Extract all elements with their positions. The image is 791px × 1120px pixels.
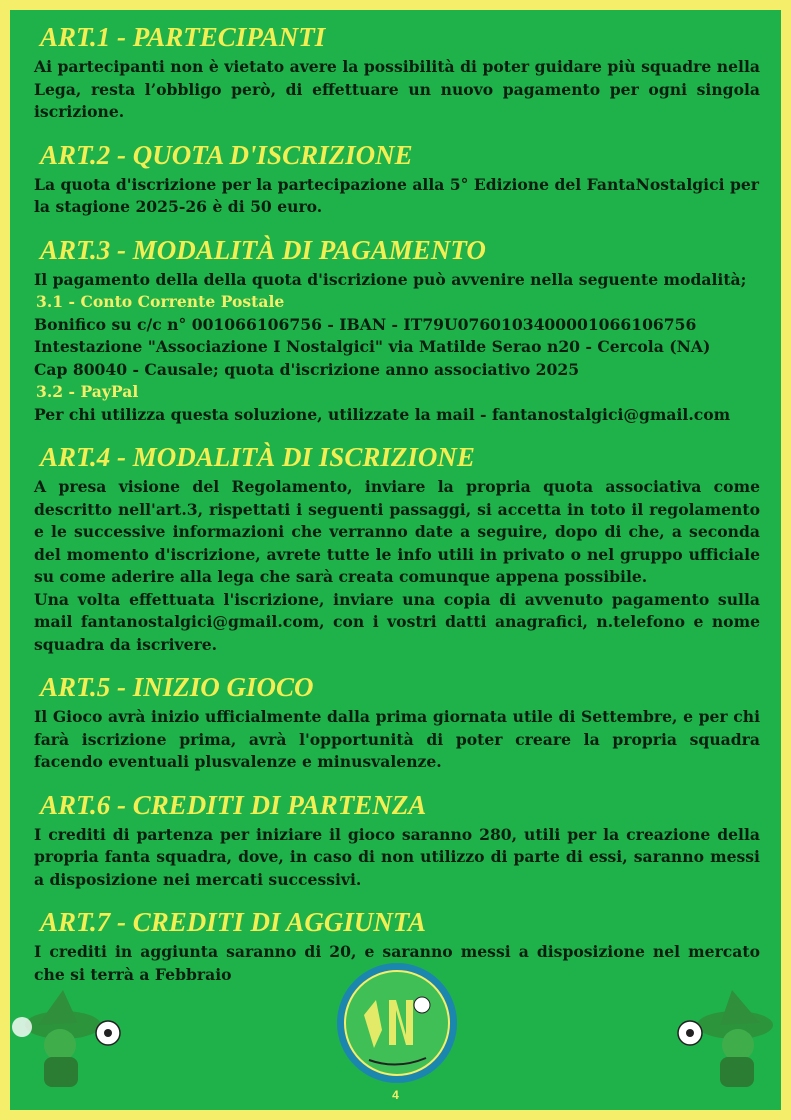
article-1 [34,20,760,124]
payment-line: Intestazione "Associazione I Nostalgici" via Matilde Serao n20 - Cercola (NA) [34,337,711,356]
subsection-title: 3.2 - PayPal [36,382,139,401]
article-paragraph: Ai partecipanti non è vietato avere la possibilità di poter guidare più squadre nella Lega, resta l’obbligo però, di effettuare un nuovo pagamento per ogni singola iscrizione. [34,57,760,121]
article-paragraph: Una volta effettuata l'iscrizione, inviare una copia di avvenuto pagamento sulla mail fantanostalgici@gmail.com, con i vostri datti anagrafici, n.telefono e nome squadra da iscrivere. [34,589,760,654]
article-title: ART.3 - MODALITÀ DI PAGAMENTO [40,234,486,265]
article-3 [34,233,760,427]
article-title: ART.5 - INIZIO GIOCO [40,672,314,702]
fantanostalgici-logo-icon [334,960,460,1086]
article-title: ART.6 - CREDITI DI PARTENZA [40,789,427,820]
document-content [34,20,760,1000]
page [10,10,781,1110]
article-paragraph: I crediti di partenza per iniziare il gioco saranno 280, utili per la creazione della propria fanta squadra, dove, in caso di non utilizzo di parte di essi, saranno messi a disposizione nei mercati successivi. [34,824,760,889]
subsection-title: 3.1 - Conto Corrente Postale [36,292,285,311]
article-title: ART.2 - QUOTA D'ISCRIZIONE [40,139,413,170]
mascot-right-icon [670,985,781,1095]
article-paragraph: Il Gioco avrà inizio ufficialmente dalla prima giornata utile di Settembre, e per chi farà iscrizione prima, avrà l'opportunità di poter creare la propria squadra facendo eventuali plusvalenze e minusvalenze. [34,707,760,771]
mascot-left-icon [10,985,128,1095]
article-paragraph: La quota d'iscrizione per la partecipazione alla 5° Edizione del FantaNostalgici per la stagione 2025-26 è di 50 euro. [34,174,759,216]
article-5 [34,670,760,774]
article-4 [34,440,760,656]
article-2 [34,138,760,219]
article-6 [34,788,760,892]
payment-line: Cap 80040 - Causale; quota d'iscrizione anno associativo 2025 [34,359,580,379]
article-title: ART.4 - MODALITÀ DI ISCRIZIONE [40,442,475,472]
payment-line: Per chi utilizza questa soluzione, utilizzate la mail - fantanostalgici@gmail.com [34,404,731,424]
page-number: 4 [392,1088,399,1102]
article-paragraph: I crediti in aggiunta saranno di 20, e saranno messi a disposizione nel mercato che si terrà a Febbraio [34,942,760,984]
payment-line: Bonifico su c/c n° 001066106756 - IBAN - IT79U0760103400001066106756 [34,314,697,334]
article-paragraph: Il pagamento della della quota d'iscrizione può avvenire nella seguente modalità; [34,269,747,289]
article-paragraph: A presa visione del Regolamento, inviare la propria quota associativa come descritto nell'art.3, rispettati i seguenti passaggi, si accetta in toto il regolamento e le successive informazioni che verranno date a seguire, dopo di che, a seconda del momento d'iscrizione, avrete tutte le info utili in privato o nel gruppo ufficiale su come aderire alla lega che sarà creata comunque appena possibile. [34,477,760,586]
article-title: ART.1 - PARTECIPANTI [40,22,326,52]
article-title: ART.7 - CREDITI DI AGGIUNTA [40,907,426,937]
